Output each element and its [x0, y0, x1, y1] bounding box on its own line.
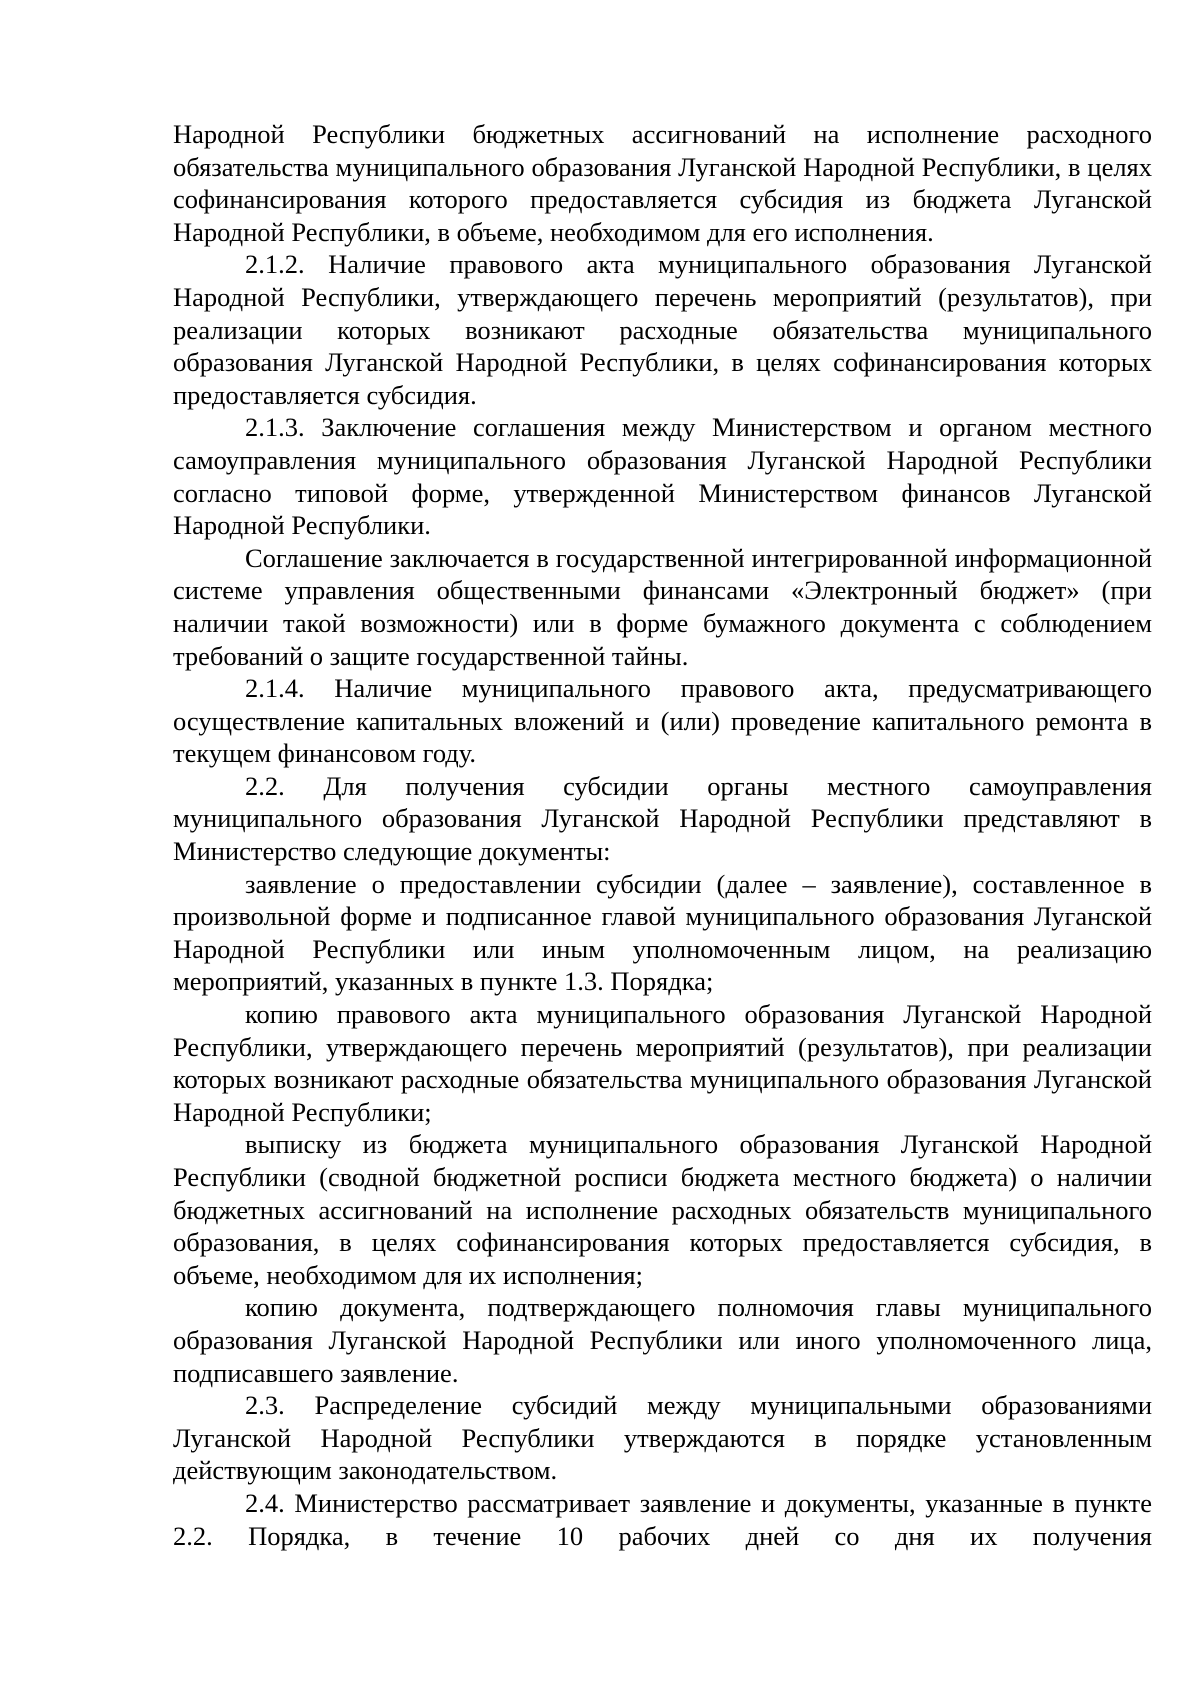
paragraph-2-3: 2.3. Распределение субсидий между муниципальными образованиями Луганской Народной Республики утверждаются в порядке установленным действующим законодательством.	[173, 1390, 1152, 1486]
paragraph-application: заявление о предоставлении субсидии (далее – заявление), составленное в произвольной форме и подписанное главой муниципального образования Луганской Народной Республики или иным уполномоченным лицом, на реализацию мероприятий, указанных в пункте 1.3. Порядка;	[173, 868, 1152, 997]
paragraph-budget-allocations: Народной Республики бюджетных ассигнований на исполнение расходного обязательства муниципального образования Луганской Народной Республики, в целях софинансирования которого предоставляется субсидия из бюджета Луганской Народной Республики, в объеме, необходимом для его исполнения.	[173, 119, 1152, 247]
paragraph-budget-extract: выписку из бюджета муниципального образования Луганской Народной Республики (сводной бюджетной росписи бюджета местного бюджета) о наличии бюджетных ассигнований на исполнение расходных обязательств муниципального образования, в целях софинансирования которых предоставляется субсидия, в объеме, необходимом для их исполнения;	[173, 1129, 1152, 1290]
paragraph-authority-copy: копию документа, подтверждающего полномочия главы муниципального образования Луганской Народной Республики или иного уполномоченного лица, подписавшего заявление.	[173, 1292, 1152, 1388]
document-body	[173, 118, 1152, 1552]
paragraph-legal-act-copy: копию правового акта муниципального образования Луганской Народной Республики, утверждающего перечень мероприятий (результатов), при реализации которых возникают расходные обязательства муниципального образования Луганской Народной Республики;	[173, 999, 1152, 1127]
paragraph-2-4: 2.4. Министерство рассматривает заявление и документы, указанные в пункте 2.2. Порядка, в течение 10 рабочих дней со дня их получения	[173, 1487, 1152, 1551]
paragraph-2-2: 2.2. Для получения субсидии органы местного самоуправления муниципального образования Луганской Народной Республики представляют в Министерство следующие документы:	[173, 770, 1152, 867]
paragraph-2-1-4: 2.1.4. Наличие муниципального правового акта, предусматривающего осуществление капитальных вложений и (или) проведение капитального ремонта в текущем финансовом году.	[173, 673, 1152, 769]
paragraph-agreement: Соглашение заключается в государственной интегрированной информационной системе управления общественными финансами «Электронный бюджет» (при наличии такой возможности) или в форме бумажного документа с соблюдением требований о защите государственной тайны.	[173, 542, 1152, 671]
paragraph-2-1-3: 2.1.3. Заключение соглашения между Министерством и органом местного самоуправления муниципального образования Луганской Народной Республики согласно типовой форме, утвержденной Министерством финансов Луганской Народной Республики.	[173, 412, 1152, 541]
paragraph-2-1-2: 2.1.2. Наличие правового акта муниципального образования Луганской Народной Республики, утверждающего перечень мероприятий (результатов), при реализации которых возникают расходные обязательства муниципального образования Луганской Народной Республики, в целях софинансирования которых предоставляется субсидия.	[173, 249, 1152, 410]
